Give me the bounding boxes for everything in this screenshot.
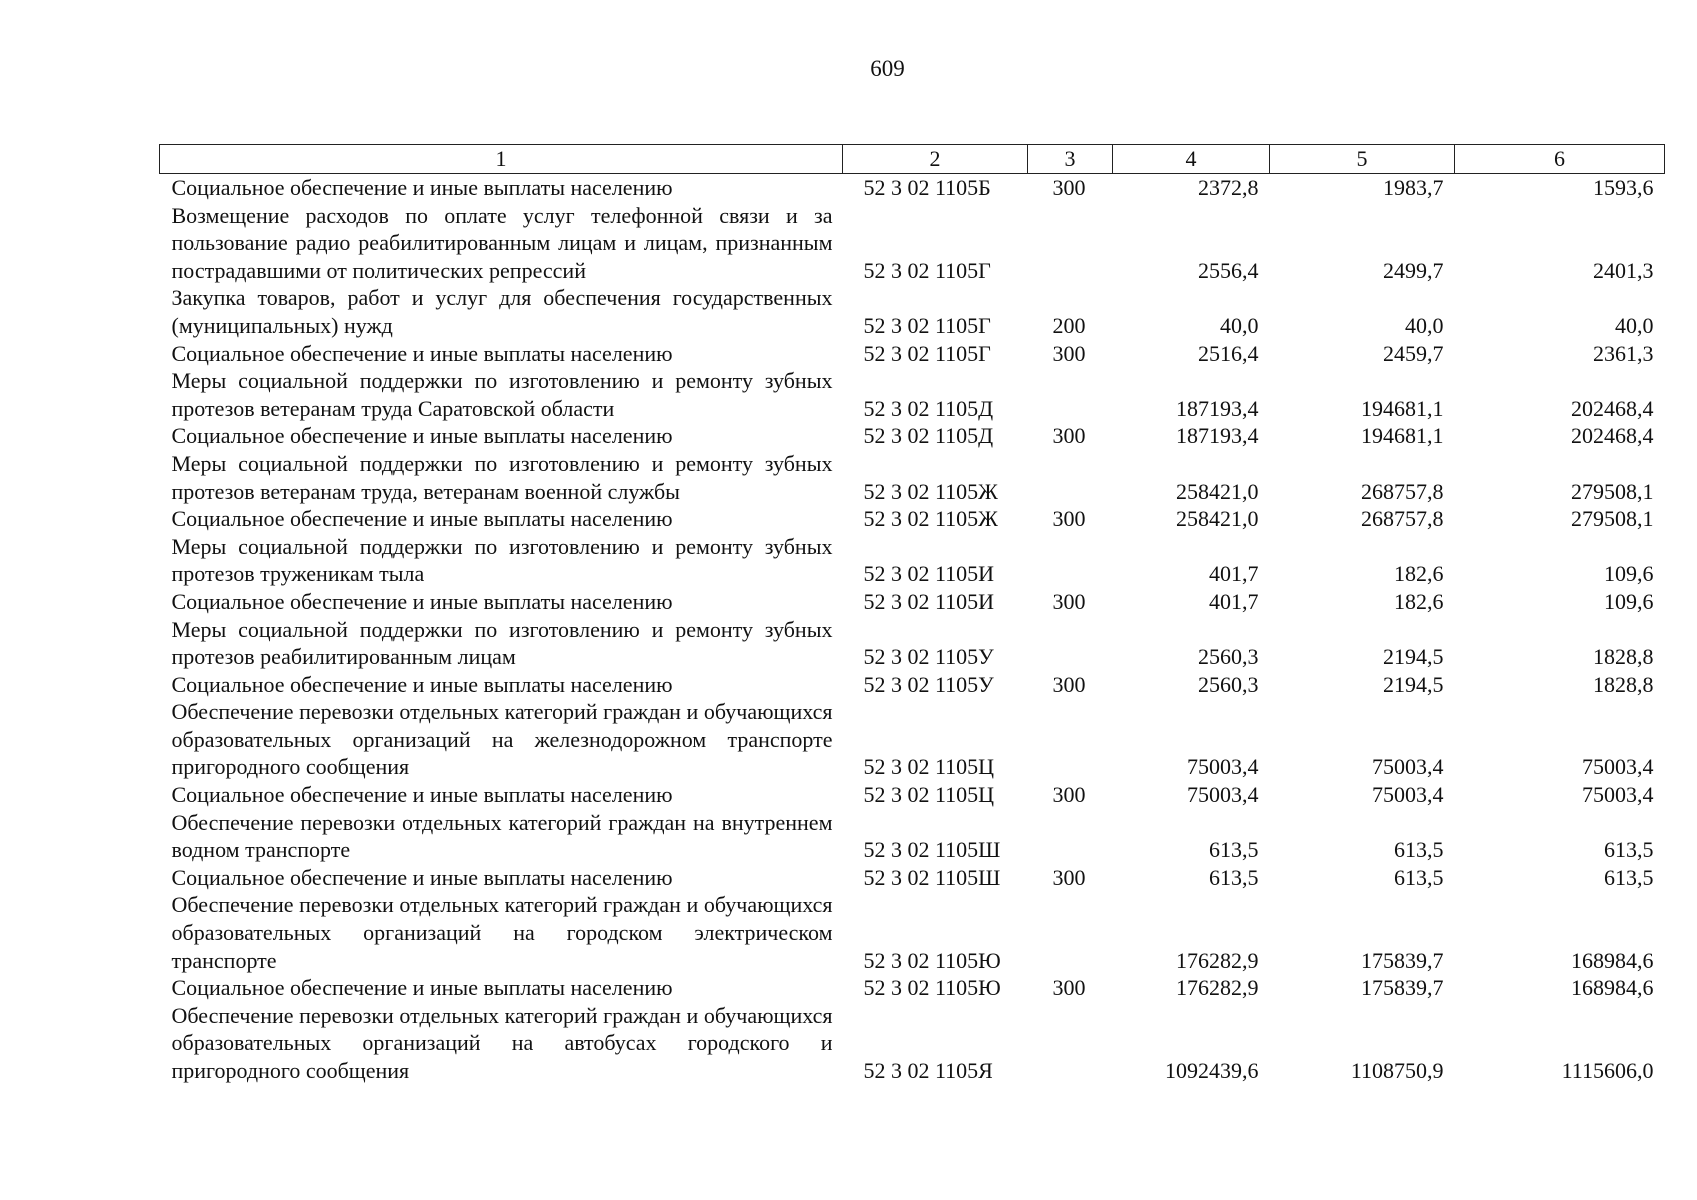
table-row: [160, 202, 1665, 285]
row-value-col4: 258421,0: [1176, 478, 1259, 504]
row-value-col4: 401,7: [1209, 561, 1259, 587]
table-row: [160, 1002, 1665, 1085]
row-target-code: 52 3 02 1105Г: [863, 257, 991, 283]
table-row: [160, 340, 1665, 368]
table-row: [160, 450, 1665, 505]
row-expense-type: [1028, 202, 1113, 285]
row-expense-type: [1028, 1002, 1113, 1085]
row-value-col5: 194681,1: [1361, 395, 1444, 421]
row-target-code: 52 3 02 1105У: [863, 671, 994, 697]
row-value-col5: 75003,4: [1372, 782, 1444, 808]
row-value-col4: 187193,4: [1176, 395, 1259, 421]
table-row: [160, 864, 1665, 892]
row-name: Социальное обеспечение и иные выплаты населению: [171, 864, 673, 890]
column-header: 3: [1028, 145, 1113, 174]
table-row: [160, 974, 1665, 1002]
row-expense-type: 300: [1052, 423, 1086, 449]
row-name: Возмещение расходов по оплате услуг телефонной связи и за пользование радио реабилитированным лицам и лицам, признанным пострадавшими от политических репрессий: [171, 202, 833, 283]
row-expense-type: 300: [1052, 340, 1086, 366]
table-body: [160, 174, 1665, 1085]
row-value-col6: 202468,4: [1571, 423, 1654, 449]
table-row: [160, 174, 1665, 202]
row-expense-type: [1028, 367, 1113, 422]
row-value-col5: 175839,7: [1361, 947, 1444, 973]
row-value-col6: 75003,4: [1582, 782, 1654, 808]
row-value-col5: 182,6: [1394, 588, 1444, 614]
row-target-code: 52 3 02 1105Ц: [863, 782, 995, 808]
row-name: Социальное обеспечение и иные выплаты населению: [171, 671, 673, 697]
column-header: 2: [843, 145, 1028, 174]
row-target-code: 52 3 02 1105Ш: [863, 864, 1001, 890]
column-header: 4: [1113, 145, 1270, 174]
table-row: [160, 533, 1665, 588]
row-value-col4: 401,7: [1209, 588, 1259, 614]
row-value-col6: 1115606,0: [1561, 1058, 1654, 1083]
table-row: [160, 891, 1665, 974]
row-name: Обеспечение перевозки отдельных категорий граждан и обучающихся образовательных организаций на автобусах городского и пригородного сообщения: [171, 1002, 833, 1083]
row-value-col4: 613,5: [1209, 837, 1259, 863]
row-name: Социальное обеспечение и иные выплаты населению: [171, 506, 673, 532]
row-expense-type: 300: [1052, 175, 1086, 200]
row-name: Меры социальной поддержки по изготовлению и ремонту зубных протезов реабилитированным лицам: [171, 616, 833, 670]
row-expense-type: 300: [1052, 588, 1086, 614]
row-name: Закупка товаров, работ и услуг для обеспечения государственных (муниципальных) нужд: [171, 285, 833, 338]
table-row: [160, 809, 1665, 864]
row-value-col5: 1108750,9: [1350, 1058, 1444, 1083]
row-name: Обеспечение перевозки отдельных категорий граждан и обучающихся образовательных организаций на городском электрическом транспорте: [171, 892, 833, 973]
row-value-col5: 613,5: [1394, 864, 1444, 890]
row-value-col6: 109,6: [1604, 588, 1654, 614]
row-value-col5: 182,6: [1394, 561, 1444, 587]
row-value-col5: 2194,5: [1383, 644, 1444, 670]
row-value-col4: 75003,4: [1187, 782, 1259, 808]
row-expense-type: [1028, 450, 1113, 505]
row-target-code: 52 3 02 1105Ж: [863, 478, 998, 504]
row-value-col6: 1828,8: [1593, 644, 1654, 670]
row-value-col5: 1983,7: [1383, 175, 1444, 200]
row-value-col6: 1828,8: [1593, 671, 1654, 697]
row-target-code: 52 3 02 1105Г: [863, 312, 991, 338]
row-value-col5: 2499,7: [1383, 257, 1444, 283]
row-value-col4: 2560,3: [1198, 644, 1259, 670]
row-target-code: 52 3 02 1105Ц: [863, 754, 995, 780]
row-value-col6: 109,6: [1604, 561, 1654, 587]
row-name: Социальное обеспечение и иные выплаты населению: [171, 175, 673, 200]
row-name: Социальное обеспечение и иные выплаты населению: [171, 423, 673, 449]
row-expense-type: [1028, 698, 1113, 781]
row-value-col6: 279508,1: [1571, 506, 1654, 532]
row-target-code: 52 3 02 1105Ш: [863, 837, 1001, 863]
row-value-col6: 2361,3: [1593, 340, 1654, 366]
row-value-col6: 613,5: [1604, 837, 1654, 863]
row-value-col4: 75003,4: [1187, 754, 1259, 780]
row-value-col5: 75003,4: [1372, 754, 1444, 780]
table-row: [160, 422, 1665, 450]
row-value-col5: 40,0: [1405, 312, 1444, 338]
row-expense-type: 200: [1052, 312, 1086, 338]
row-value-col6: 202468,4: [1571, 395, 1654, 421]
row-value-col4: 2556,4: [1198, 257, 1259, 283]
row-value-col4: 2372,8: [1198, 175, 1259, 200]
row-name: Меры социальной поддержки по изготовлению и ремонту зубных протезов ветеранам труда Саратовской области: [171, 368, 833, 421]
row-name: Обеспечение перевозки отдельных категорий граждан и обучающихся образовательных организаций на железнодорожном транспорте пригородного сообщения: [171, 699, 833, 780]
row-target-code: 52 3 02 1105Ю: [863, 947, 1001, 973]
row-value-col6: 2401,3: [1593, 257, 1654, 283]
row-value-col6: 168984,6: [1571, 975, 1654, 1001]
column-header: 1: [160, 145, 843, 174]
row-target-code: 52 3 02 1105И: [863, 561, 995, 587]
table-row: [160, 781, 1665, 809]
row-expense-type: [1028, 616, 1113, 671]
column-header: 5: [1270, 145, 1455, 174]
row-name: Социальное обеспечение и иные выплаты населению: [171, 340, 673, 366]
row-expense-type: 300: [1052, 864, 1086, 890]
row-expense-type: [1028, 809, 1113, 864]
table-row: [160, 505, 1665, 533]
row-expense-type: 300: [1052, 782, 1086, 808]
row-value-col6: 279508,1: [1571, 478, 1654, 504]
row-value-col4: 258421,0: [1176, 506, 1259, 532]
row-target-code: 52 3 02 1105Ю: [863, 975, 1001, 1001]
row-value-col4: 176282,9: [1176, 975, 1259, 1001]
row-value-col4: 2560,3: [1198, 671, 1259, 697]
table-row: [160, 698, 1665, 781]
row-value-col6: 613,5: [1604, 864, 1654, 890]
row-value-col6: 40,0: [1615, 312, 1654, 338]
column-header: 6: [1455, 145, 1665, 174]
row-value-col4: 1092439,6: [1165, 1058, 1259, 1083]
row-expense-type: [1028, 533, 1113, 588]
row-value-col5: 268757,8: [1361, 478, 1444, 504]
row-target-code: 52 3 02 1105Я: [863, 1058, 993, 1083]
row-value-col4: 613,5: [1209, 864, 1259, 890]
row-name: Меры социальной поддержки по изготовлению и ремонту зубных протезов труженикам тыла: [171, 533, 833, 587]
row-target-code: 52 3 02 1105И: [863, 588, 995, 614]
row-value-col5: 613,5: [1394, 837, 1444, 863]
row-name: Социальное обеспечение и иные выплаты населению: [171, 588, 673, 614]
row-target-code: 52 3 02 1105Ж: [863, 506, 998, 532]
row-value-col5: 175839,7: [1361, 975, 1444, 1001]
table-row: [160, 616, 1665, 671]
row-target-code: 52 3 02 1105Д: [863, 423, 994, 449]
row-value-col5: 194681,1: [1361, 423, 1444, 449]
row-expense-type: 300: [1052, 506, 1086, 532]
row-target-code: 52 3 02 1105Г: [863, 340, 991, 366]
page-number: 609: [870, 56, 905, 81]
row-name: Социальное обеспечение и иные выплаты населению: [171, 975, 673, 1001]
row-target-code: 52 3 02 1105Б: [863, 175, 991, 200]
row-expense-type: 300: [1052, 671, 1086, 697]
row-value-col4: 176282,9: [1176, 947, 1259, 973]
table-row: [160, 284, 1665, 339]
row-value-col6: 1593,6: [1593, 175, 1654, 200]
table-header-row: [160, 145, 1665, 174]
row-expense-type: [1028, 891, 1113, 974]
row-name: Социальное обеспечение и иные выплаты населению: [171, 782, 673, 808]
row-expense-type: 300: [1052, 975, 1086, 1001]
table-row: [160, 367, 1665, 422]
row-name: Меры социальной поддержки по изготовлению и ремонту зубных протезов ветеранам труда, ветеранам военной службы: [171, 450, 833, 504]
row-value-col6: 168984,6: [1571, 947, 1654, 973]
row-value-col6: 75003,4: [1582, 754, 1654, 780]
row-value-col4: 2516,4: [1198, 340, 1259, 366]
table-row: [160, 671, 1665, 699]
row-name: Обеспечение перевозки отдельных категорий граждан на внутреннем водном транспорте: [171, 809, 833, 863]
budget-table: [159, 144, 1665, 1085]
row-value-col4: 40,0: [1220, 312, 1259, 338]
row-target-code: 52 3 02 1105У: [863, 644, 994, 670]
row-value-col4: 187193,4: [1176, 423, 1259, 449]
row-value-col5: 2459,7: [1383, 340, 1444, 366]
table-row: [160, 588, 1665, 616]
row-target-code: 52 3 02 1105Д: [863, 395, 994, 421]
row-value-col5: 2194,5: [1383, 671, 1444, 697]
row-value-col5: 268757,8: [1361, 506, 1444, 532]
